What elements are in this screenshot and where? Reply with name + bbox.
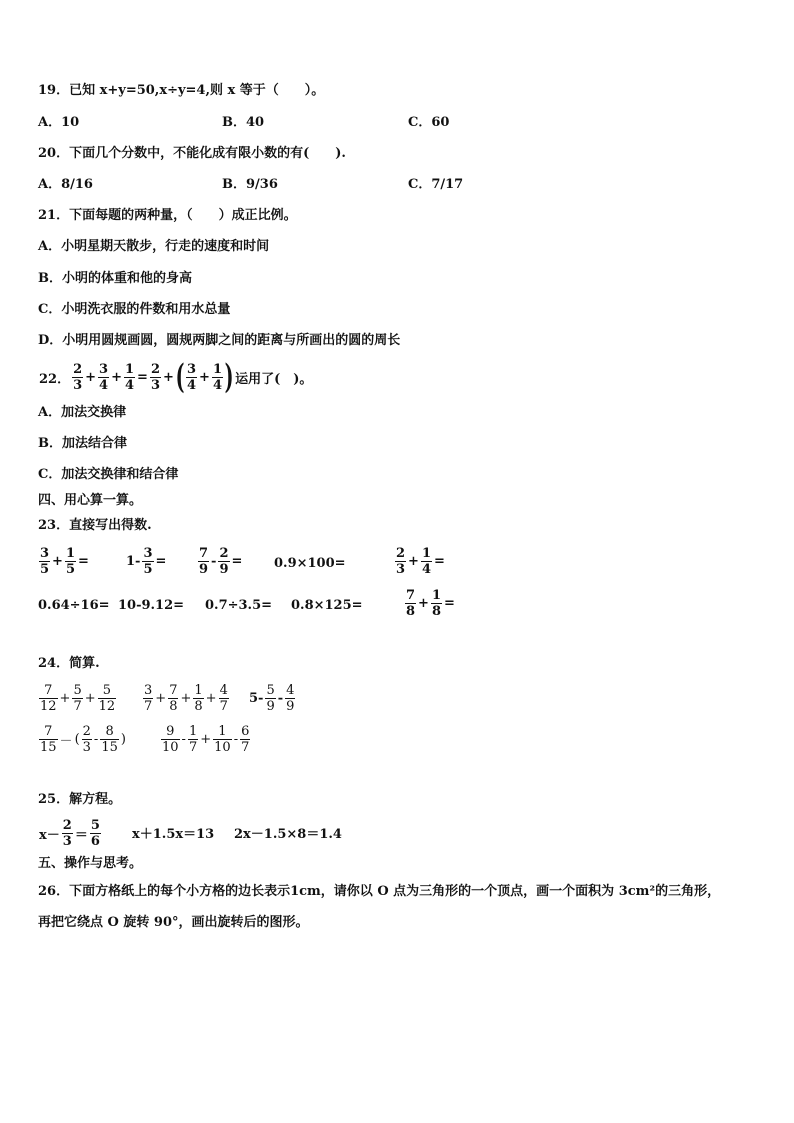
q24-expr-1: $\frac{7}{12}$ + $\frac{5}{7}$ + $\frac{5}{12}$ (40, 683, 116, 714)
q21-option-d: D．小明用圆规画圆，圆规两脚之间的距离与所画出的圆的周长 (38, 333, 401, 348)
section-4-heading: 四、用心算一算。 (38, 493, 143, 508)
question-22-stem: 22． $\frac{2}{3}$ + $\frac{3}{4}$ + $\frac{1}{4}$ = $\frac{2}{3}$ +( $\frac{3}{4}$ + $\frac{1}{4}$ ) 运用了( )。 (39, 357, 313, 397)
left-paren: ( (175, 357, 185, 397)
q25-equation-1: x－ $\frac{2}{3}$ ＝ $\frac{5}{6}$ (39, 818, 100, 849)
q22-fraction: $\frac{3}{4}$ (99, 361, 109, 393)
q19-option-a: A．10 (38, 115, 80, 130)
q19-option-c: C．60 (408, 115, 450, 130)
q24-expr-5: $\frac{9}{10}$ - $\frac{1}{7}$ + $\frac{1}{10}$ - $\frac{6}{7}$ (162, 724, 250, 755)
q20-option-a: A．8/16 (38, 177, 93, 192)
q22-option-c: C．加法交换律和结合律 (38, 467, 179, 482)
q25-equation-3: 2x－1.5×8＝1.4 (234, 827, 342, 842)
q22-fraction: $\frac{3}{4}$ (187, 361, 197, 393)
q24-expr-3: 5- $\frac{5}{9}$ - $\frac{4}{9}$ (249, 683, 295, 714)
section-5-heading: 五、操作与思考。 (38, 856, 143, 871)
q22-fraction: $\frac{1}{4}$ (125, 361, 135, 393)
q23-expr-3: $\frac{7}{9}$ - $\frac{2}{9}$ = (199, 546, 243, 577)
q21-option-b: B．小明的体重和他的身高 (38, 271, 192, 286)
q23-expr-1: $\frac{3}{5}$ + $\frac{1}{5}$ = (40, 546, 89, 577)
question-25-stem: 25．解方程。 (38, 792, 122, 807)
question-23-stem: 23．直接写出得数. (38, 518, 152, 533)
question-26-line-1: 26．下面方格纸上的每个小方格的边长表示1cm，请你以 O 点为三角形的一个顶点，画一个面积为 3cm²的三角形， (38, 884, 721, 899)
q21-option-c: C．小明洗衣服的件数和用水总量 (38, 302, 231, 317)
q20-option-c: C．7/17 (408, 177, 464, 192)
q22-number: 22． (39, 371, 71, 387)
q23-expr-2: 1- $\frac{3}{5}$ = (126, 546, 167, 577)
q23-expr-5: $\frac{2}{3}$ + $\frac{1}{4}$ = (396, 546, 445, 577)
q24-expr-4: $\frac{7}{15}$ － ( $\frac{2}{3}$ - $\frac{8}{15}$ ) (40, 724, 126, 755)
q23-expr-8: 0.7÷3.5= (205, 598, 273, 613)
question-20-stem: 20．下面几个分数中，不能化成有限小数的有( ). (38, 146, 346, 161)
q19-option-b: B．40 (222, 115, 265, 130)
right-paren: ) (224, 357, 234, 397)
q23-expr-10: $\frac{7}{8}$ + $\frac{1}{8}$ = (406, 588, 455, 619)
question-21-stem: 21．下面每题的两种量，（ ）成正比例。 (38, 208, 297, 223)
q22-fraction: $\frac{2}{3}$ (73, 361, 83, 393)
q22-tail: 运用了( )。 (235, 371, 313, 387)
question-26-line-2: 再把它绕点 O 旋转 90°，画出旋转后的图形。 (38, 915, 309, 930)
q23-expr-6: 0.64÷16= (38, 598, 110, 613)
q22-fraction: $\frac{1}{4}$ (212, 361, 222, 393)
q25-equation-2: x＋1.5x＝13 (132, 827, 215, 842)
q22-option-a: A．加法交换律 (38, 405, 127, 420)
q24-expr-2: $\frac{3}{7}$ + $\frac{7}{8}$ + $\frac{1}{8}$ + $\frac{4}{7}$ (144, 683, 228, 714)
q21-option-a: A．小明星期天散步，行走的速度和时间 (38, 239, 270, 254)
q23-expr-4: 0.9×100= (274, 556, 346, 571)
q22-option-b: B．加法结合律 (38, 436, 127, 451)
question-19-stem: 19．已知 x+y=50,x÷y=4,则 x 等于（ ）。 (38, 83, 325, 98)
q20-option-b: B．9/36 (222, 177, 278, 192)
q23-expr-7: 10-9.12= (118, 598, 185, 613)
q22-fraction: $\frac{2}{3}$ (150, 361, 160, 393)
question-24-stem: 24．简算. (38, 656, 100, 671)
q23-expr-9: 0.8×125= (291, 598, 363, 613)
